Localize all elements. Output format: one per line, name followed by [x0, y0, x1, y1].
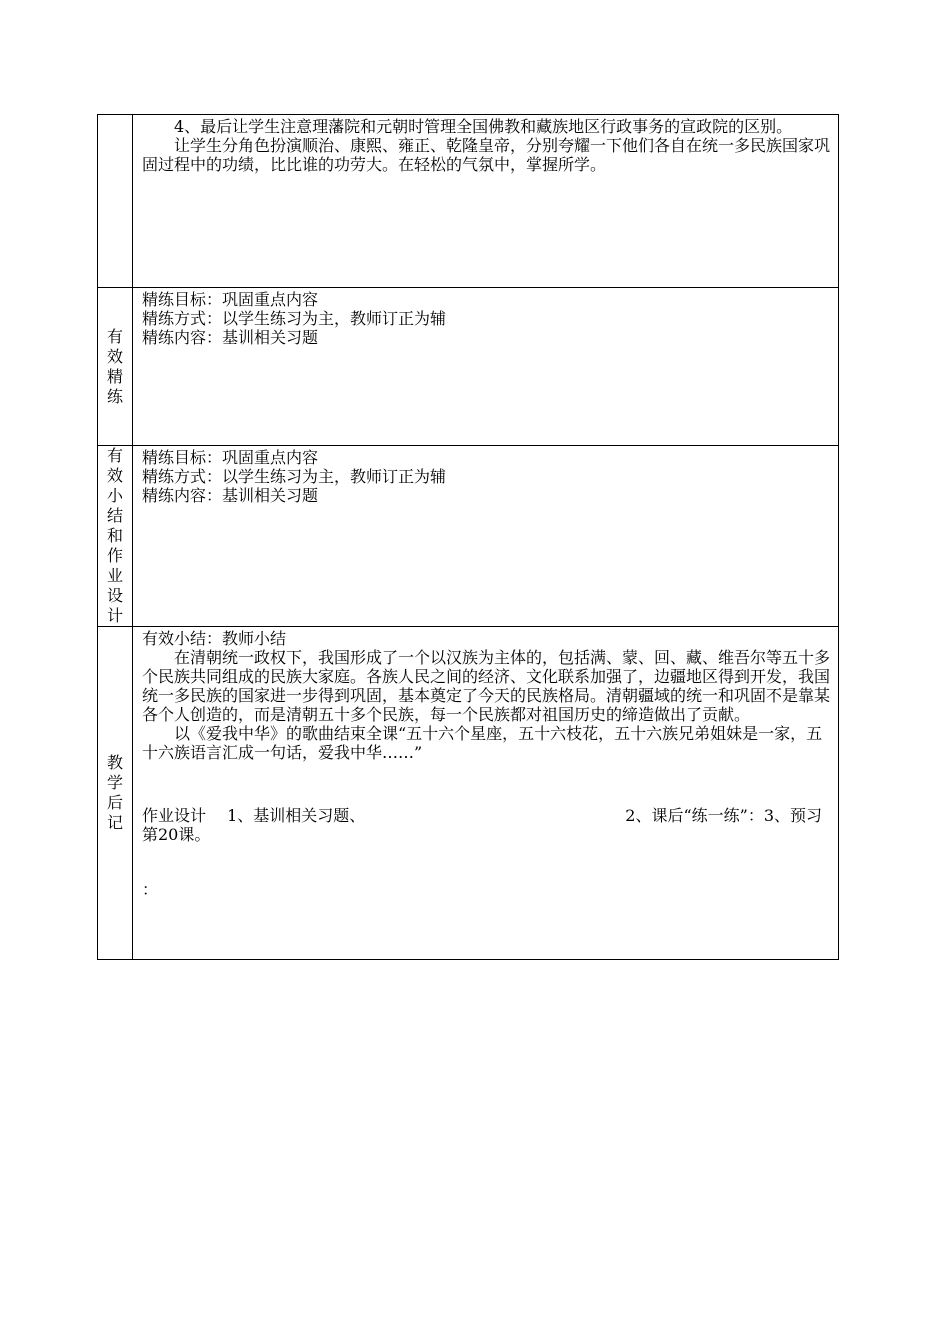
practice-method: 精练方式：以学生练习为主，教师订正为辅 — [142, 309, 447, 328]
practice-cell — [133, 288, 839, 446]
row-effective-practice — [98, 288, 839, 446]
practice-content: 精练内容：基训相关习题 — [142, 328, 319, 347]
summary-title: 有效小结：教师小结 — [142, 629, 287, 648]
row-teaching-notes — [98, 627, 839, 960]
homework-line — [142, 806, 830, 844]
activity-line-1: 4、最后让学生注意理藩院和元朝时管理全国佛教和藏族地区行政事务的宣政院的区别。 — [174, 117, 793, 136]
lesson-plan-table — [97, 114, 839, 960]
practice-method-2: 精练方式：以学生练习为主，教师订正为辅 — [142, 467, 447, 486]
summary-paragraph-1: 在清朝统一政权下，我国形成了一个以汉族为主体的，包括满、蒙、回、藏、维吾尔等五十多个民族共同组成的民族大家庭。各族人民之间的经济、文化联系加强了，边疆地区得到开发，我国统一多民族的国家进一步得到巩固，基本奠定了今天的民族格局。清朝疆域的统一和巩固不是靠某各个人创造的，而是清朝五十多个民族，每一个民族都对祖国历史的缔造做出了贡献。 — [142, 648, 831, 724]
summary-homework-cell — [133, 446, 839, 627]
row-label-practice: 有效精练 — [98, 288, 133, 446]
activity-cell — [133, 115, 839, 288]
trailing-colon: ： — [142, 880, 159, 899]
homework-part-a: 作业设计 1、基训相关习题、 — [142, 806, 366, 825]
homework-part-b: 2、课后“练一练”：3、预习第20课。 — [142, 806, 823, 844]
row-label-summary-homework: 有效小结和作业设计 — [98, 446, 133, 627]
activity-line-2: 让学生分角色扮演顺治、康熙、雍正、乾隆皇帝，分别夸耀一下他们各自在统一多民族国家巩固过程中的功绩，比比谁的功劳大。在轻松的气氛中，掌握所学。 — [142, 136, 831, 174]
practice-content-2: 精练内容：基训相关习题 — [142, 486, 319, 505]
notes-cell — [133, 627, 839, 960]
row-label-empty — [98, 115, 133, 288]
row-activity — [98, 115, 839, 288]
row-label-notes: 教学后记 — [98, 627, 133, 960]
practice-target: 精练目标：巩固重点内容 — [142, 290, 319, 309]
practice-target-2: 精练目标：巩固重点内容 — [142, 448, 319, 467]
summary-paragraph-2: 以《爱我中华》的歌曲结束全课“五十六个星座，五十六枝花，五十六族兄弟姐妹是一家，五十六族语言汇成一句话，爱我中华……” — [142, 724, 823, 762]
row-summary-homework — [98, 446, 839, 627]
